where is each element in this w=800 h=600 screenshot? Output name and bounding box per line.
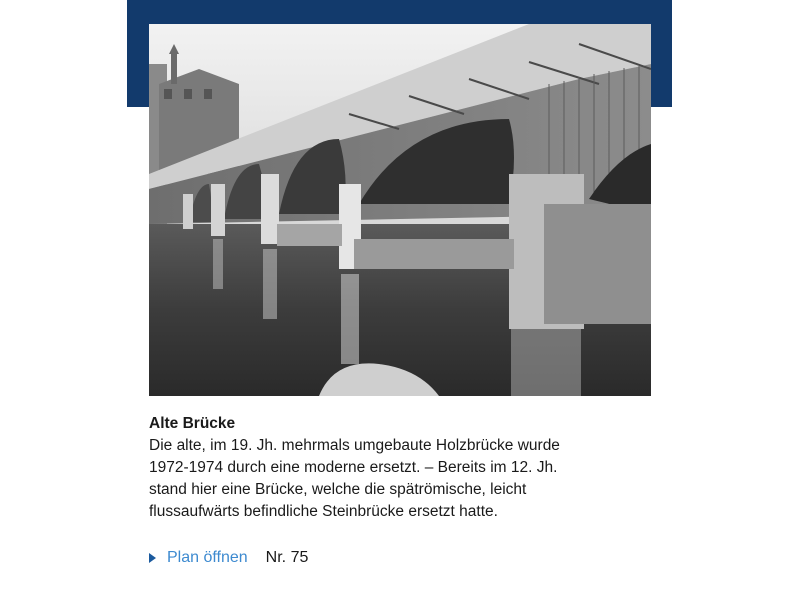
triangle-right-icon — [149, 553, 156, 563]
bridge-photo — [149, 24, 651, 396]
plan-number: Nr. 75 — [265, 549, 309, 566]
plan-link-row — [149, 547, 308, 569]
caption-title: Alte Brücke — [149, 415, 236, 432]
caption — [149, 413, 669, 523]
caption-body: Die alte, im 19. Jh. mehrmals umgebaute Holzbrücke wurde 1972-1974 durch eine moderne ersetzt. – Bereits im 12. Jh. stand hier eine Brücke, welche die spätrömische, leicht flussaufwärts befindliche Steinbrücke ersetzt hatte. — [149, 437, 560, 520]
plan-open-link[interactable]: Plan öffnen — [167, 549, 248, 566]
